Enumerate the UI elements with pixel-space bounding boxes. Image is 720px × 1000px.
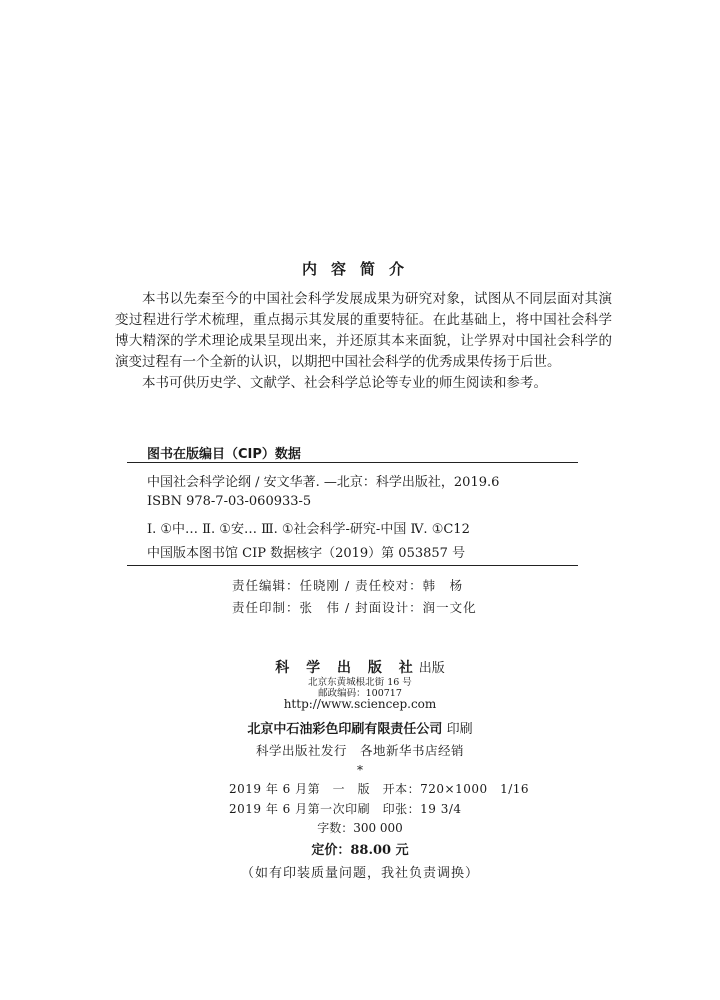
summary-paragraph-1: 本书以先秦至今的中国社会科学发展成果为研究对象，试图从不同层面对其演变过程进行学术梳理，重点揭示其发展的重要特征。在此基础上，将中国社会科学博大精深的学术理论成果呈现出来，并还原其本来面貌，让学界对中国社会科学的演变过程有一个全新的认识，以期把中国社会科学的优秀成果传扬于后世。: [115, 291, 612, 370]
summary-paragraph-2: 本书可供历史学、文献学、社会科学总论等专业的师生阅读和参考。: [142, 375, 547, 391]
printer-suffix: 印刷: [442, 722, 473, 737]
printer-line: [0, 718, 720, 737]
summary-body: [115, 289, 612, 394]
separator-star: *: [357, 763, 363, 777]
quality-note: （如有印装质量问题，我社负责调换）: [240, 866, 479, 881]
cip-title-line: 中国社会科学论纲 / 安文华著. —北京：科学出版社，2019.6: [147, 475, 500, 490]
cip-heading: 图书在版编目（CIP）数据: [147, 447, 301, 462]
edition-line: 2019 年 6 月第 一 版 开本：720×1000 1/16: [229, 782, 530, 796]
distribution: 科学出版社发行 各地新华书店经销: [255, 743, 464, 758]
printing-line: 2019 年 6 月第一次印刷 印张：19 3/4: [229, 802, 462, 816]
cip-library-record: 中国版本图书馆 CIP 数据核字（2019）第 053857 号: [147, 546, 466, 561]
publisher-address: 北京东黄城根北街 16 号: [308, 677, 412, 688]
summary-title: 内容简介: [301, 260, 418, 278]
staff-editors: 责任编辑：任晓刚 / 责任校对：韩 杨: [232, 578, 464, 593]
word-count: 字数：300 000: [317, 821, 403, 835]
cip-top-rule: [127, 462, 578, 463]
cip-classification: Ⅰ. ①中… Ⅱ. ①安… Ⅲ. ①社会科学-研究-中国 Ⅳ. ①C12: [147, 522, 470, 537]
publisher-name: 科 学 出 版 社: [275, 660, 419, 676]
cip-isbn: ISBN 978-7-03-060933-5: [147, 494, 312, 509]
publisher-postcode: 邮政编码：100717: [318, 688, 402, 699]
cip-bottom-rule: [127, 565, 578, 566]
publisher-url: http://www.sciencep.com: [283, 697, 437, 711]
staff-production: 责任印制：张 伟 / 封面设计：润一文化: [232, 600, 477, 615]
publisher-suffix: 出版: [418, 661, 445, 676]
printer-name: 北京中石油彩色印刷有限责任公司: [247, 722, 443, 737]
price: 定价：88.00 元: [311, 843, 409, 858]
